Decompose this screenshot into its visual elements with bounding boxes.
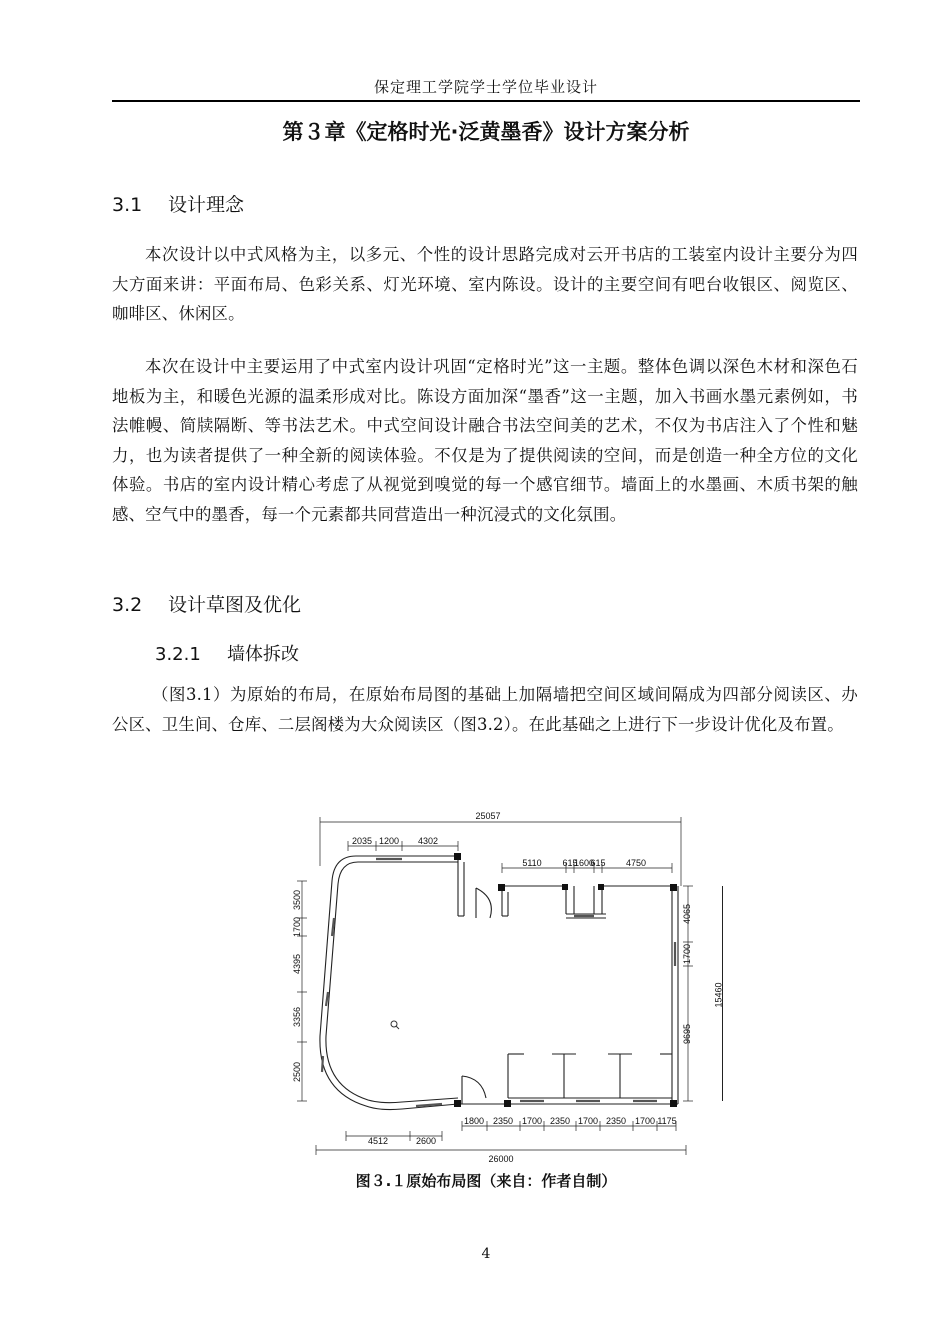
page-header: 保定理工学院学士学位毕业设计: [373, 78, 598, 96]
dim-right-1: 4065: [682, 903, 692, 925]
header-rule: [112, 100, 860, 102]
dim-ur-4: 615: [590, 858, 606, 868]
dim-right-total: 15460: [713, 982, 724, 1008]
page-number: 4: [481, 1246, 491, 1262]
dim-br-7: 1700: [634, 1116, 656, 1126]
figure-caption: 图３.１原始布局图（来自：作者自制）: [355, 1172, 617, 1190]
dim-br-1: 1800: [463, 1116, 485, 1126]
magnifier-icon: [391, 1021, 399, 1029]
walls: [320, 856, 678, 1110]
windows: [322, 859, 675, 1106]
section-3-1-heading: [112, 190, 244, 217]
dim-top-3: 4302: [417, 836, 439, 846]
paragraph-design-concept-1: 本次设计以中式风格为主，以多元、个性的设计思路完成对云开书店的工装室内设计主要分为四大方面来讲：平面布局、色彩关系、灯光环境、室内陈设。设计的主要空间有吧台收银区、阅览区、咖啡区、休闲区。: [112, 245, 858, 323]
floor-plan-figure: [276, 806, 696, 1168]
dim-left-3: 4395: [292, 953, 302, 975]
dim-bl-1: 4512: [367, 1136, 389, 1146]
dim-bottom-total: 26000: [488, 1154, 514, 1164]
dim-top-2: 1200: [378, 836, 400, 846]
subsection-number: 3.2.1: [155, 644, 201, 665]
dim-ur-5: 4750: [625, 858, 647, 868]
paragraph-design-concept-2: 本次在设计中主要运用了中式室内设计巩固“定格时光”这一主题。整体色调以深色木材和深色石地板为主，和暖色光源的温柔形成对比。陈设方面加深“墨香”这一主题，加入书画水墨元素例如，书法帷幔、简牍隔断、等书法艺术。中式空间设计融合书法空间美的艺术，不仅为书店注入了个性和魅力，也为读者提供了一种全新的阅读体验。不仅是为了提供阅读的空间，而是创造一种全方位的文化体验。书店的室内设计精心考虑了从视觉到嗅觉的每一个感官细节。墙面上的水墨画、木质书架的触感、空气中的墨香，每一个元素都共同营造出一种沉浸式的文化氛围。: [112, 357, 858, 524]
dim-ur-3: 1600: [573, 858, 595, 868]
dim-ur-2: 615: [562, 858, 578, 868]
section-title: 设计草图及优化: [168, 594, 302, 616]
dim-right-3: 9695: [682, 1023, 692, 1045]
paragraph-wall-renovation: （图3.1）为原始的布局，在原始布局图的基础上加隔墙把空间区域间隔成为四部分阅读区、办公区、卫生间、仓库、二层阁楼为大众阅读区（图3.2）。在此基础之上进行下一步设计优化及布置。: [112, 685, 858, 734]
dim-br-8: 1175: [657, 1116, 677, 1126]
dim-right-total-line: [722, 886, 723, 1101]
dim-br-5: 1700: [577, 1116, 599, 1126]
dim-left-2: 1700: [292, 916, 302, 938]
dim-br-6: 2350: [605, 1116, 627, 1126]
section-3-2-1-heading: [155, 640, 299, 666]
dim-left-1: 3500: [292, 889, 302, 911]
dim-top-total: 25057: [475, 811, 501, 821]
dim-bl-2: 2600: [415, 1136, 437, 1146]
dim-br-2: 2350: [492, 1116, 514, 1126]
dim-right-2: 1700: [682, 943, 692, 965]
dim-br-4: 2350: [549, 1116, 571, 1126]
dim-ur-1: 5110: [522, 858, 542, 868]
dim-top-1: 2035: [351, 836, 373, 846]
subsection-title: 墙体拆改: [227, 644, 299, 665]
dim-br-3: 1700: [521, 1116, 543, 1126]
section-number: 3.2: [112, 594, 143, 616]
dim-left-4: 3356: [292, 1006, 302, 1028]
section-number: 3.1: [112, 194, 143, 216]
dim-left-5: 2500: [292, 1061, 302, 1083]
section-title: 设计理念: [168, 194, 245, 216]
section-3-2-heading: [112, 590, 301, 617]
chapter-title: 第３章《定格时光·泛黄墨香》设计方案分析: [282, 120, 690, 144]
